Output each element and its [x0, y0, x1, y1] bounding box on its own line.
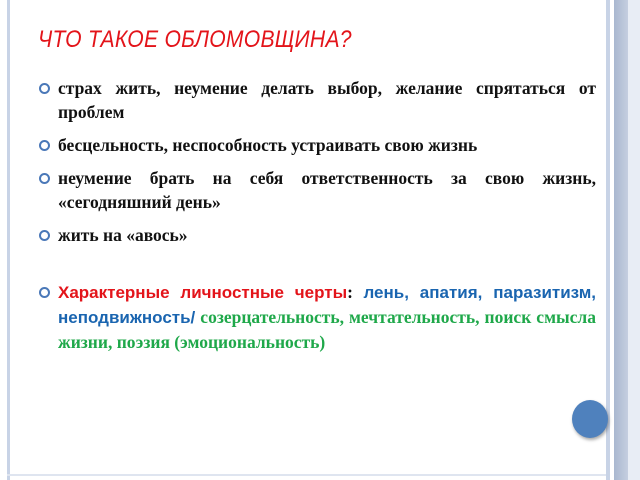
frame-right-line: [606, 0, 610, 480]
bullet-icon: [39, 287, 50, 298]
bullet-list: [38, 76, 596, 363]
bullet-text: страх жить, неумение делать выбор, желание спрятаться от проблем: [58, 78, 596, 122]
traits-positive: созерцательность, мечтательность, поиск смысла жизни, поэзия (эмоциональность): [58, 307, 596, 352]
frame-left-line: [7, 0, 10, 480]
list-item: [38, 166, 596, 214]
list-item: [38, 223, 596, 247]
bullet-icon: [39, 173, 50, 184]
frame-bottom-line: [7, 474, 607, 476]
slide-title: ЧТО ТАКОЕ ОБЛОМОВЩИНА?: [38, 26, 352, 53]
frame-right-band: [614, 0, 628, 480]
frame-right-edge: [628, 0, 640, 480]
traits-negative: лень, апатия, паразитизм, неподвижность/: [58, 283, 596, 327]
list-item-traits: [38, 280, 596, 354]
bullet-icon: [39, 140, 50, 151]
bullet-text: жить на «авось»: [58, 225, 188, 245]
bullet-icon: [39, 83, 50, 94]
bullet-text: неумение брать на себя ответственность за свою жизнь, «сегодняшний день»: [58, 168, 596, 212]
traits-colon: :: [347, 282, 364, 302]
list-item: [38, 133, 596, 157]
navigation-circle-button[interactable]: [572, 400, 608, 438]
list-item: [38, 76, 596, 124]
bullet-text: бесцельность, неспособность устраивать свою жизнь: [58, 135, 478, 155]
bullet-icon: [39, 230, 50, 241]
traits-label: Характерные личностные черты: [58, 283, 348, 302]
